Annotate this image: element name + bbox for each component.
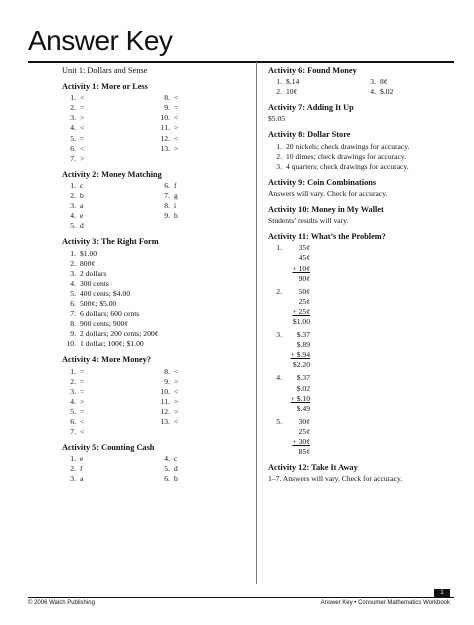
item-number: 11. bbox=[160, 123, 170, 133]
answer-item bbox=[62, 259, 252, 269]
item-answer: b bbox=[80, 191, 84, 201]
activity-1-left bbox=[62, 93, 156, 164]
item-number: 11. bbox=[160, 396, 170, 406]
item-answer: < bbox=[80, 93, 85, 103]
activity-2-heading: Activity 2: Money Matching bbox=[62, 169, 162, 179]
problem-sum: $2.20 bbox=[292, 360, 310, 370]
answer-item bbox=[62, 249, 252, 259]
activity-6-left bbox=[268, 77, 362, 97]
item-answer: $1.00 bbox=[80, 248, 98, 258]
item-answer: = bbox=[80, 366, 85, 376]
problem-addend: + 30¢ bbox=[292, 437, 310, 446]
activity-5-answers bbox=[62, 454, 252, 484]
problem-addend: 25¢ bbox=[298, 296, 310, 306]
item-number: 5. bbox=[70, 288, 76, 298]
answer-item bbox=[62, 397, 156, 407]
item-number: 9. bbox=[164, 103, 170, 113]
item-answer: < bbox=[174, 417, 179, 426]
activity-1-heading: Activity 1: More or Less bbox=[62, 82, 148, 92]
item-answer: = bbox=[80, 386, 85, 396]
title-rule bbox=[28, 61, 454, 63]
item-number: 1. bbox=[70, 180, 76, 190]
item-number: 1. bbox=[276, 77, 282, 87]
answer-item bbox=[62, 427, 156, 437]
activity-1-right bbox=[156, 93, 178, 164]
item-number: 4. bbox=[70, 123, 76, 133]
item-number: 6. bbox=[70, 143, 76, 153]
item-answer: d bbox=[80, 221, 84, 231]
item-answer: > bbox=[174, 143, 179, 153]
answer-item bbox=[268, 162, 458, 172]
activity-3-heading: Activity 3: The Right Form bbox=[62, 237, 159, 247]
activity-2-left bbox=[62, 181, 156, 231]
answer-item bbox=[62, 201, 156, 211]
answer-item bbox=[268, 77, 362, 87]
item-answer: a bbox=[80, 474, 84, 484]
addition-problem bbox=[268, 373, 458, 413]
answer-item bbox=[62, 319, 252, 329]
problem-number bbox=[268, 274, 282, 284]
page-number: 1 bbox=[434, 589, 450, 597]
activity-10-heading: Activity 10: Money in My Wallet bbox=[268, 205, 384, 215]
answer-item bbox=[62, 339, 252, 349]
item-number: 13. bbox=[160, 143, 170, 153]
item-number: 9. bbox=[164, 211, 170, 221]
activity-2-right bbox=[156, 181, 178, 231]
item-number: 5. bbox=[164, 464, 170, 474]
item-number: 3. bbox=[70, 474, 76, 484]
problem-sum: $1.00 bbox=[292, 316, 310, 326]
problem-addend: 50¢ bbox=[298, 286, 310, 296]
problem-number bbox=[268, 264, 282, 274]
item-number: 6. bbox=[164, 474, 170, 484]
item-answer: = bbox=[80, 376, 85, 386]
problem-number bbox=[268, 394, 282, 404]
answer-item bbox=[62, 329, 252, 339]
item-answer: a bbox=[80, 201, 84, 211]
activity-4-right bbox=[156, 367, 178, 438]
answer-item bbox=[62, 221, 156, 231]
item-number: 10. bbox=[66, 339, 76, 349]
item-answer: 8¢ bbox=[380, 77, 388, 87]
item-number: 6. bbox=[70, 417, 76, 426]
problem-number: 2. bbox=[276, 286, 282, 296]
item-answer: i bbox=[174, 201, 177, 211]
problem-number bbox=[268, 340, 282, 350]
item-answer: e bbox=[80, 211, 84, 221]
item-answer: < bbox=[80, 417, 85, 426]
activity-8-answers bbox=[268, 142, 458, 172]
problem-line bbox=[268, 373, 458, 383]
problem-line bbox=[268, 384, 458, 394]
item-number: 7. bbox=[164, 191, 170, 201]
problem-line bbox=[268, 437, 458, 447]
item-number: 2. bbox=[70, 103, 76, 113]
item-answer: > bbox=[174, 396, 179, 406]
answer-item bbox=[156, 113, 178, 123]
activity-4-heading: Activity 4: More Money? bbox=[62, 355, 152, 365]
answer-item bbox=[62, 367, 156, 377]
item-number: 8. bbox=[164, 366, 170, 376]
item-answer: 500¢; $5.00 bbox=[80, 298, 117, 308]
problem-line bbox=[268, 253, 458, 263]
problem-line bbox=[268, 394, 458, 404]
problem-number bbox=[268, 384, 282, 394]
answer-item bbox=[268, 142, 458, 152]
item-answer: > bbox=[80, 396, 85, 406]
activity-7-answer: $5.05 bbox=[268, 114, 286, 124]
item-number: 3. bbox=[70, 268, 76, 278]
answer-item bbox=[62, 474, 156, 484]
item-number: 7. bbox=[70, 309, 76, 319]
item-answer: 2 dollars; 200 cents; 200¢ bbox=[80, 329, 159, 339]
problem-number bbox=[268, 350, 282, 360]
item-answer: < bbox=[80, 143, 85, 153]
answer-item bbox=[156, 387, 178, 397]
answer-item bbox=[62, 377, 156, 387]
activity-2-answers bbox=[62, 181, 252, 231]
item-number: 5. bbox=[70, 133, 76, 143]
activity-6-answers bbox=[268, 77, 458, 97]
problem-line bbox=[268, 307, 458, 317]
answer-item bbox=[62, 123, 156, 133]
item-number: 2. bbox=[70, 191, 76, 201]
problem-addend: 30¢ bbox=[298, 416, 310, 426]
item-number: 10. bbox=[160, 386, 170, 396]
problem-sum: $.49 bbox=[296, 403, 310, 413]
item-answer: 6 dollars; 600 cents bbox=[80, 309, 140, 319]
answer-item bbox=[156, 134, 178, 144]
answer-item bbox=[156, 367, 178, 377]
item-answer: c bbox=[174, 454, 178, 464]
answer-item bbox=[156, 474, 178, 484]
problem-addend: 35¢ bbox=[298, 243, 310, 253]
problem-addend: + $.10 bbox=[290, 393, 310, 403]
page-title: Answer Key bbox=[28, 25, 173, 56]
item-answer: < bbox=[174, 386, 179, 396]
activity-6-heading: Activity 6: Found Money bbox=[268, 66, 357, 75]
problem-number bbox=[268, 360, 282, 370]
item-answer: 20 nickels; check drawings for accuracy. bbox=[286, 141, 410, 151]
item-answer: = bbox=[80, 103, 85, 113]
problem-addend: + 10¢ bbox=[292, 263, 310, 273]
item-number: 2. bbox=[70, 258, 76, 268]
answer-item bbox=[362, 87, 393, 97]
item-number: 2. bbox=[70, 464, 76, 474]
item-answer: d bbox=[174, 464, 178, 474]
item-answer: $.02 bbox=[380, 87, 394, 97]
answer-item bbox=[62, 387, 156, 397]
item-number: 3. bbox=[370, 77, 376, 87]
item-number: 2. bbox=[276, 151, 282, 161]
activity-5-left bbox=[62, 454, 156, 484]
item-number: 2. bbox=[70, 376, 76, 386]
problem-number bbox=[268, 307, 282, 317]
answer-item bbox=[156, 201, 178, 211]
item-number: 10. bbox=[160, 113, 170, 123]
problem-sum: 90¢ bbox=[298, 273, 310, 283]
answer-item bbox=[156, 144, 178, 154]
activity-11-heading: Activity 11: What’s the Problem? bbox=[268, 232, 386, 242]
footer-book-title: Answer Key • Consumer Mathematics Workbook bbox=[320, 600, 450, 606]
item-number: 7. bbox=[70, 153, 76, 163]
activity-12-heading: Activity 12: Take It Away bbox=[268, 463, 358, 473]
problem-number bbox=[268, 404, 282, 414]
item-number: 3. bbox=[276, 161, 282, 171]
item-answer: 10 dimes; check drawings for accuracy. bbox=[286, 151, 407, 161]
item-number: 4. bbox=[70, 278, 76, 288]
activity-11-answers bbox=[268, 243, 458, 457]
activity-10-answer: Students’ results will vary. bbox=[268, 216, 349, 226]
activity-7-heading: Activity 7: Adding It Up bbox=[268, 103, 354, 113]
activity-3-answers bbox=[62, 249, 252, 350]
item-answer: = bbox=[80, 133, 85, 143]
problem-number bbox=[268, 427, 282, 437]
item-answer: f bbox=[174, 180, 177, 190]
item-answer: 1 dollar; 100¢; $1.00 bbox=[80, 339, 144, 349]
problem-line bbox=[268, 360, 458, 370]
answer-item bbox=[62, 93, 156, 103]
activity-1-answers bbox=[62, 93, 252, 164]
answer-item bbox=[62, 103, 156, 113]
activity-9-heading: Activity 9: Coin Combinations bbox=[268, 177, 377, 187]
problem-addend: + $.94 bbox=[290, 350, 310, 360]
activity-5-right bbox=[156, 454, 178, 484]
answer-item bbox=[156, 103, 178, 113]
item-answer: f bbox=[80, 464, 83, 474]
answer-item bbox=[156, 211, 178, 221]
answer-item bbox=[62, 454, 156, 464]
problem-line bbox=[268, 274, 458, 284]
problem-number bbox=[268, 447, 282, 457]
item-number: 5. bbox=[70, 406, 76, 416]
addition-problem bbox=[268, 417, 458, 457]
item-answer: c bbox=[80, 180, 84, 190]
problem-line bbox=[268, 427, 458, 437]
item-answer: 10¢ bbox=[286, 87, 298, 97]
item-number: 3. bbox=[70, 386, 76, 396]
answer-item bbox=[62, 407, 156, 417]
answer-item bbox=[156, 191, 178, 201]
answer-item bbox=[62, 144, 156, 154]
answer-item bbox=[62, 417, 156, 427]
answer-item bbox=[62, 181, 156, 191]
item-answer: h bbox=[174, 211, 178, 221]
problem-addend: $.37 bbox=[296, 330, 310, 340]
problem-line bbox=[268, 243, 458, 253]
item-answer: 900 cents; 900¢ bbox=[80, 319, 129, 329]
answer-item bbox=[156, 93, 178, 103]
answer-item bbox=[62, 279, 252, 289]
item-number: 7. bbox=[70, 427, 76, 437]
item-number: 13. bbox=[160, 417, 170, 426]
item-answer: = bbox=[80, 406, 85, 416]
addition-problem bbox=[268, 330, 458, 370]
item-answer: b bbox=[174, 474, 178, 484]
item-answer: 800¢ bbox=[80, 258, 96, 268]
addition-problem bbox=[268, 243, 458, 283]
problem-number bbox=[268, 317, 282, 327]
item-number: 8. bbox=[70, 319, 76, 329]
answer-item bbox=[156, 417, 178, 427]
answer-item bbox=[62, 211, 156, 221]
item-number: 4. bbox=[70, 396, 76, 406]
item-number: 9. bbox=[164, 376, 170, 386]
item-number: 6. bbox=[70, 298, 76, 308]
column-divider bbox=[256, 62, 257, 584]
activity-12-answer: 1–7. Answers will vary. Check for accuracy. bbox=[268, 474, 403, 484]
item-number: 1. bbox=[70, 248, 76, 258]
item-number: 8. bbox=[164, 201, 170, 211]
item-answer: < bbox=[174, 113, 179, 123]
item-answer: < bbox=[174, 366, 179, 376]
answer-item bbox=[156, 377, 178, 387]
problem-line bbox=[268, 447, 458, 457]
problem-line bbox=[268, 330, 458, 340]
answer-item bbox=[62, 134, 156, 144]
answer-item bbox=[62, 154, 156, 164]
item-answer: g bbox=[174, 191, 178, 201]
item-number: 1. bbox=[276, 141, 282, 151]
problem-number: 1. bbox=[276, 243, 282, 253]
item-answer: 2 dollars bbox=[80, 268, 107, 278]
problem-line bbox=[268, 340, 458, 350]
item-number: 1. bbox=[70, 93, 76, 103]
answer-item bbox=[268, 152, 458, 162]
answer-item bbox=[62, 269, 252, 279]
answer-item bbox=[156, 123, 178, 133]
problem-line bbox=[268, 350, 458, 360]
problem-line bbox=[268, 264, 458, 274]
item-answer: > bbox=[174, 123, 179, 133]
problem-line bbox=[268, 297, 458, 307]
item-number: 8. bbox=[164, 93, 170, 103]
right-column bbox=[268, 66, 458, 484]
item-answer: 400 cents; $4.00 bbox=[80, 288, 130, 298]
item-number: 4. bbox=[164, 454, 170, 464]
item-answer: e bbox=[80, 454, 84, 464]
item-number: 5. bbox=[70, 221, 76, 231]
item-number: 6. bbox=[164, 180, 170, 190]
item-number: 2. bbox=[276, 87, 282, 97]
item-number: 3. bbox=[70, 113, 76, 123]
activity-4-left bbox=[62, 367, 156, 438]
problem-line bbox=[268, 287, 458, 297]
activity-9-answer: Answers will vary. Check for accuracy. bbox=[268, 188, 388, 198]
answer-item bbox=[62, 299, 252, 309]
answer-item bbox=[156, 464, 178, 474]
answer-item bbox=[62, 113, 156, 123]
item-number: 12. bbox=[160, 406, 170, 416]
item-answer: < bbox=[80, 123, 85, 133]
item-number: 1. bbox=[70, 366, 76, 376]
problem-number: 5. bbox=[276, 416, 282, 426]
item-number: 4. bbox=[70, 211, 76, 221]
problem-line bbox=[268, 317, 458, 327]
addition-problem bbox=[268, 287, 458, 327]
answer-item bbox=[156, 181, 178, 191]
item-number: 1. bbox=[70, 454, 76, 464]
problem-number: 4. bbox=[276, 373, 282, 383]
problem-addend: + 25¢ bbox=[292, 306, 310, 316]
item-answer: 4 quarters; check drawings for accuracy. bbox=[286, 161, 409, 171]
problem-line bbox=[268, 404, 458, 414]
problem-number: 3. bbox=[276, 330, 282, 340]
item-answer: < bbox=[80, 427, 85, 437]
answer-item bbox=[62, 309, 252, 319]
answer-item bbox=[62, 191, 156, 201]
problem-number bbox=[268, 253, 282, 263]
item-number: 9. bbox=[70, 329, 76, 339]
answer-item bbox=[62, 289, 252, 299]
activity-4-answers bbox=[62, 367, 252, 438]
answer-item bbox=[156, 454, 178, 464]
item-answer: $.14 bbox=[286, 77, 300, 87]
problem-addend: $.37 bbox=[296, 373, 310, 383]
item-answer: = bbox=[174, 103, 179, 113]
problem-addend: $.02 bbox=[296, 383, 310, 393]
item-answer: 300 cents bbox=[80, 278, 109, 288]
item-answer: > bbox=[174, 376, 179, 386]
footer-copyright: © 2006 Walch Publishing bbox=[28, 600, 95, 606]
item-answer: > bbox=[80, 113, 85, 123]
activity-8-heading: Activity 8: Dollar Store bbox=[268, 130, 351, 140]
item-answer: < bbox=[174, 93, 179, 103]
problem-addend: $.89 bbox=[296, 340, 310, 350]
problem-addend: 45¢ bbox=[298, 253, 310, 263]
answer-item bbox=[268, 87, 362, 97]
item-answer: > bbox=[80, 153, 85, 163]
problem-line bbox=[268, 417, 458, 427]
answer-item bbox=[156, 397, 178, 407]
left-column bbox=[62, 66, 252, 485]
item-answer: > bbox=[174, 406, 179, 416]
answer-item bbox=[156, 407, 178, 417]
unit-heading: Unit 1: Dollars and Sense bbox=[62, 66, 148, 75]
problem-sum: 85¢ bbox=[298, 447, 310, 457]
activity-6-right bbox=[362, 77, 393, 97]
item-number: 4. bbox=[370, 87, 376, 97]
footer-rule bbox=[28, 597, 454, 598]
problem-addend: 25¢ bbox=[298, 426, 310, 436]
problem-number bbox=[268, 297, 282, 307]
answer-item bbox=[362, 77, 393, 87]
item-number: 12. bbox=[160, 133, 170, 143]
answer-item bbox=[62, 464, 156, 474]
activity-5-heading: Activity 5: Counting Cash bbox=[62, 443, 155, 453]
item-number: 3. bbox=[70, 201, 76, 211]
problem-number bbox=[268, 437, 282, 447]
item-answer: < bbox=[174, 133, 179, 143]
